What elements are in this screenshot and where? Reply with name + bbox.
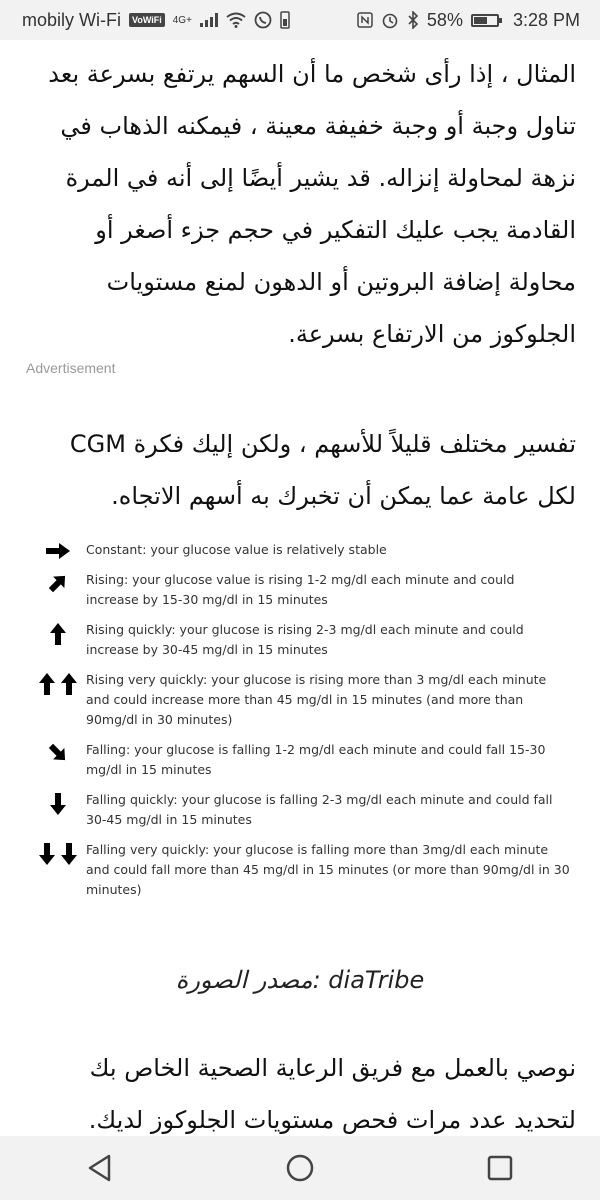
back-button[interactable] (76, 1144, 124, 1192)
right-arrow-icon (45, 542, 71, 560)
bluetooth-icon (407, 11, 419, 29)
article-paragraph-2-container (24, 418, 576, 522)
wifi-icon (226, 12, 246, 28)
home-icon (285, 1153, 315, 1183)
back-icon (87, 1154, 113, 1182)
image-source-caption: مصدر الصورة: diaTribe (175, 966, 425, 994)
storage-icon (280, 11, 290, 29)
battery-percent: 58% (426, 9, 463, 30)
article-paragraph-1: المثال ، إذا رأى شخص ما أن السهم يرتفع بسرعة بعد تناول وجبة أو وجبة خفيفة معينة ، فيمكنه الذهاب في نزهة لمحاولة إنزاله. قد يشير أيضًا إلى أنه في المرة القادمة يجب عليك التفكير في حجم جزء أصغر أو محاولة إضافة البروتين أو الدهون لمنع مستويات الجلوكوز من الارتفاع بسرعة. (48, 60, 576, 348)
double-down-arrow-icon (38, 842, 78, 866)
article-paragraph-1-container (24, 48, 576, 360)
trend-arrows-figure (30, 540, 570, 910)
figure-row (30, 570, 570, 610)
figure-row-text: Constant: your glucose value is relatively stable (86, 542, 387, 557)
status-bar (0, 0, 600, 40)
battery-icon (471, 14, 499, 27)
navigation-bar (0, 1136, 600, 1200)
down-right-arrow-icon (47, 742, 69, 764)
status-left (22, 10, 290, 31)
nfc-icon (357, 12, 373, 28)
up-arrow-icon (49, 622, 67, 646)
down-arrow-icon (49, 792, 67, 816)
network-type: 4G+ (172, 14, 192, 26)
recents-icon (487, 1155, 513, 1181)
article-paragraph-3: نوصي بالعمل مع فريق الرعاية الصحية الخاص بك لتحديد عدد مرات فحص مستويات الجلوكوز لديك. (88, 1054, 576, 1134)
whatsapp-icon (254, 11, 272, 29)
advertisement-label: Advertisement (26, 360, 116, 376)
signal-icon (200, 13, 218, 27)
recents-button[interactable] (476, 1144, 524, 1192)
home-button[interactable] (276, 1144, 324, 1192)
status-right (357, 10, 580, 31)
figure-row (30, 840, 570, 900)
figure-row (30, 740, 570, 780)
figure-row-text: Rising: your glucose value is rising 1-2 mg/dl each minute and could increase by 15-30 mg/dl in 15 minutes (86, 572, 515, 607)
figure-row-text: Rising quickly: your glucose is rising 2-3 mg/dl each minute and could increase by 30-45 mg/dl in 15 minutes (86, 622, 524, 657)
figure-row-text: Falling: your glucose is falling 1-2 mg/dl each minute and could fall 15-30 mg/dl in 15 minutes (86, 742, 546, 777)
alarm-icon (381, 11, 399, 29)
carrier-label: mobily Wi-Fi (22, 9, 121, 30)
clock: 3:28 PM (512, 9, 580, 30)
figure-row-text: Falling quickly: your glucose is falling 2-3 mg/dl each minute and could fall 30-45 mg/dl in 15 minutes (86, 792, 553, 827)
figure-row (30, 790, 570, 830)
figure-row-text: Rising very quickly: your glucose is rising more than 3 mg/dl each minute and could increase more than 45 mg/dl in 15 minutes (and more than 90mg/dl in 30 minutes) (86, 672, 547, 727)
figure-row (30, 620, 570, 660)
up-right-arrow-icon (47, 572, 69, 594)
figure-row-text: Falling very quickly: your glucose is falling more than 3mg/dl each minute and could fall more than 45 mg/dl in 15 minutes (or more than 90mg/dl in 30 minutes) (86, 842, 570, 897)
vowifi-badge: VoWiFi (129, 13, 165, 27)
article-paragraph-2: تفسير مختلف قليلاً للأسهم ، ولكن إليك فكرة CGM لكل عامة عما يمكن أن تخبرك به أسهم الاتجاه. (69, 430, 576, 510)
figure-row (30, 540, 570, 560)
double-up-arrow-icon (38, 672, 78, 696)
figure-row (30, 670, 570, 730)
